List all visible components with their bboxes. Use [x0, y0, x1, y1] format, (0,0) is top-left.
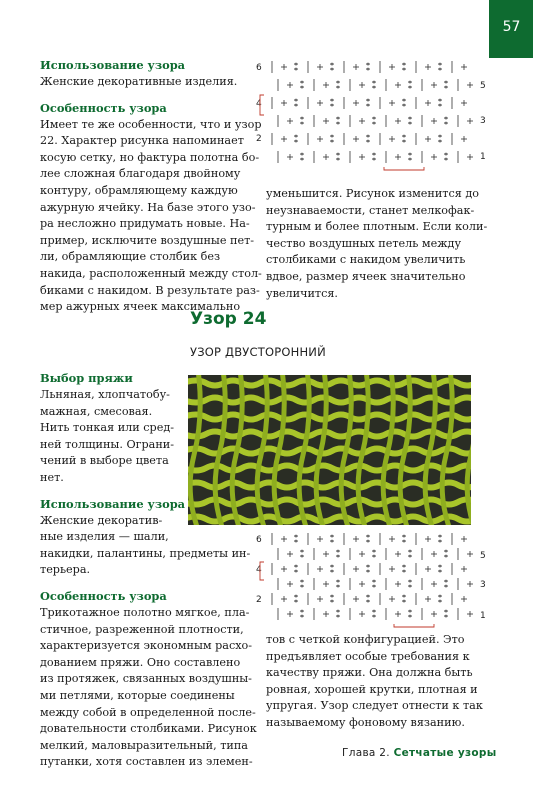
chain-symbol [367, 600, 369, 602]
chain-symbol [439, 565, 441, 567]
text-line: Женские декоратив- [40, 513, 163, 527]
chain-symbol [295, 570, 297, 572]
chain-symbol [331, 99, 333, 101]
text-line: характеризуется экономным расхо- [40, 639, 253, 653]
text-line: вдвое, размер ячеек значительно [266, 269, 466, 283]
chain-symbol [445, 550, 447, 552]
chain-symbol [295, 535, 297, 537]
chain-symbol [373, 615, 375, 617]
text-line: Имеет те же особенности, что и узор [40, 117, 262, 131]
chain-symbol [331, 595, 333, 597]
chain-symbol [301, 153, 303, 155]
page-number-tab [490, 0, 533, 58]
chain-symbol [373, 610, 375, 612]
row-number-label: 5 [480, 551, 486, 561]
chain-symbol [403, 63, 405, 65]
text-line: неузнаваемости, станет мелкофак- [266, 203, 475, 217]
text-line: терьера. [40, 563, 91, 577]
chain-symbol [367, 540, 369, 542]
chain-symbol [301, 555, 303, 557]
text-line: предъявляет особые требования к [266, 649, 470, 663]
chain-symbol [373, 158, 375, 160]
chain-symbol [295, 595, 297, 597]
chain-symbol [373, 153, 375, 155]
text-line: ней толщины. Ограни- [40, 437, 175, 451]
repeat-bracket [394, 624, 434, 627]
text-line: биками с накидом. В результате раз- [40, 283, 260, 297]
chain-symbol [337, 550, 339, 552]
text-line: чений в выборе цвета [40, 454, 169, 468]
chain-symbol [331, 565, 333, 567]
footer-chapter-title: Сетчатые узоры [393, 747, 497, 759]
chain-symbol [373, 585, 375, 587]
chain-symbol [409, 615, 411, 617]
chain-symbol [301, 158, 303, 160]
row-number-label: 3 [480, 580, 486, 590]
text-line: стичное, разреженной плотности, [40, 622, 244, 636]
chain-symbol [373, 555, 375, 557]
text-line: ажурную ячейку. На базе этого узо- [40, 200, 256, 214]
feature-heading: Особенность узора [40, 100, 167, 115]
text-line: чество воздушных петель между [266, 236, 462, 250]
chain-symbol [439, 140, 441, 142]
chain-symbol [331, 135, 333, 137]
chain-symbol [403, 99, 405, 101]
usage-heading: Использование узора [40, 58, 186, 72]
usage-heading: Использование узора [40, 496, 186, 511]
text-line: нет. [40, 470, 64, 484]
chain-symbol [445, 585, 447, 587]
text-line: пример, исключите воздушные пет- [40, 233, 255, 247]
pattern-title: Узор 24 [190, 309, 267, 329]
chain-symbol [403, 135, 405, 137]
chain-symbol [367, 535, 369, 537]
chain-symbol [337, 555, 339, 557]
text-line: ровная, хорошей крутки, плотная и [266, 682, 478, 696]
chain-symbol [295, 99, 297, 101]
usage-line: Женские декоративные изделия. [40, 75, 238, 88]
chain-symbol [439, 63, 441, 65]
row-number-label: 1 [480, 152, 486, 162]
row-number-label: 1 [480, 611, 486, 621]
text-line: упругая. Узор следует отнести к так [266, 699, 483, 713]
chain-symbol [409, 158, 411, 160]
page-footer [342, 747, 497, 759]
crochet-chart-bottom [254, 530, 494, 630]
chain-symbol [403, 570, 405, 572]
chain-symbol [409, 555, 411, 557]
chain-symbol [439, 600, 441, 602]
footer-chapter: Глава 2. [342, 747, 390, 759]
chain-symbol [337, 117, 339, 119]
chain-symbol [295, 540, 297, 542]
chain-symbol [439, 68, 441, 70]
text-line: путанки, хотя составлен из элемен- [40, 755, 253, 769]
chain-symbol [403, 595, 405, 597]
text-line: между собой в определенной после- [40, 705, 256, 719]
chain-symbol [331, 535, 333, 537]
chain-symbol [367, 565, 369, 567]
chain-symbol [295, 68, 297, 70]
yarn-heading: Выбор пряжи [40, 371, 133, 385]
chain-symbol [295, 565, 297, 567]
text-line: тов с четкой конфигурацией. Это [266, 633, 465, 646]
chain-symbol [301, 615, 303, 617]
chain-symbol [439, 540, 441, 542]
chain-symbol [337, 615, 339, 617]
chain-symbol [367, 135, 369, 137]
row-number-label: 6 [256, 63, 262, 73]
chain-symbol [331, 104, 333, 106]
chain-symbol [337, 122, 339, 124]
row-number-label: 4 [256, 565, 262, 575]
chain-symbol [445, 153, 447, 155]
chain-symbol [331, 540, 333, 542]
chain-symbol [439, 595, 441, 597]
chain-symbol [409, 86, 411, 88]
chain-symbol [445, 555, 447, 557]
text-line: из протяжек, связанных воздушны- [40, 672, 252, 686]
chain-symbol [409, 550, 411, 552]
text-line: Трикотажное полотно мягкое, пла- [40, 605, 250, 619]
text-line: Нить тонкая или сред- [40, 421, 174, 435]
chain-symbol [403, 600, 405, 602]
chain-symbol [373, 117, 375, 119]
chain-symbol [295, 63, 297, 65]
chain-symbol [331, 68, 333, 70]
text-line: косую сетку, но фактура полотна бо- [40, 150, 260, 164]
repeat-bracket [384, 167, 424, 170]
chain-symbol [295, 600, 297, 602]
chain-symbol [439, 535, 441, 537]
text-line: уменьшится. Рисунок изменится до [266, 187, 479, 200]
chain-symbol [373, 580, 375, 582]
chain-symbol [331, 63, 333, 65]
text-line: ли, обрамляющие столбик без [40, 250, 221, 264]
text-line: ные изделия — шали, [40, 530, 169, 544]
chain-symbol [445, 86, 447, 88]
text-line: дованием пряжи. Оно составлено [40, 655, 241, 669]
bottom-right-column [266, 632, 496, 732]
chain-symbol [409, 585, 411, 587]
chain-symbol [331, 570, 333, 572]
chain-symbol [301, 117, 303, 119]
text-line: контуру, обрамляющему каждую [40, 183, 238, 197]
feature-heading: Особенность узора [40, 588, 167, 603]
row-number-label: 6 [256, 535, 262, 545]
text-line: столбиками с накидом увеличить [266, 253, 466, 267]
row-number-label: 2 [256, 134, 262, 144]
text-line: накида, расположенный между стол- [40, 266, 262, 280]
chain-symbol [409, 153, 411, 155]
chain-symbol [331, 140, 333, 142]
chain-symbol [337, 580, 339, 582]
chain-symbol [301, 580, 303, 582]
chain-symbol [367, 595, 369, 597]
crochet-chart-top [254, 55, 494, 180]
text-line: мажная, смесовая. [40, 404, 153, 418]
chain-symbol [409, 81, 411, 83]
chain-symbol [337, 153, 339, 155]
chain-symbol [373, 122, 375, 124]
chain-symbol [337, 585, 339, 587]
chain-symbol [331, 600, 333, 602]
text-line: накидки, палантины, предметы ин- [40, 546, 251, 560]
row-number-label: 2 [256, 595, 262, 605]
chain-symbol [409, 117, 411, 119]
text-line: ра несложно придумать новые. На- [40, 217, 250, 231]
chain-symbol [367, 99, 369, 101]
chain-symbol [403, 68, 405, 70]
text-line: мелкий, маловыразительный, типа [40, 738, 248, 752]
chain-symbol [439, 99, 441, 101]
chain-symbol [301, 122, 303, 124]
text-line: лее сложная благодаря двойному [40, 167, 241, 181]
chain-symbol [439, 135, 441, 137]
chain-symbol [295, 135, 297, 137]
chain-symbol [367, 140, 369, 142]
row-number-label: 3 [480, 116, 486, 126]
pattern-subtitle: УЗОР ДВУСТОРОННИЙ [190, 345, 326, 359]
text-line: увеличится. [266, 286, 338, 300]
chain-symbol [373, 81, 375, 83]
chain-symbol [403, 140, 405, 142]
text-line: называемому фоновому вязанию. [266, 715, 465, 729]
chain-symbol [445, 610, 447, 612]
chain-symbol [295, 104, 297, 106]
text-line: мер ажурных ячеек максимально [40, 300, 241, 314]
chain-symbol [445, 580, 447, 582]
row-number-label: 4 [256, 99, 262, 109]
chain-symbol [373, 550, 375, 552]
chain-symbol [337, 610, 339, 612]
chain-symbol [403, 104, 405, 106]
page-number: 57 [502, 19, 521, 35]
chain-symbol [301, 610, 303, 612]
chain-symbol [445, 158, 447, 160]
chain-symbol [301, 81, 303, 83]
chain-symbol [367, 63, 369, 65]
text-line: качеству пряжи. Она должна быть [266, 666, 473, 680]
chain-symbol [301, 550, 303, 552]
fabric-photo [188, 375, 471, 525]
chain-symbol [409, 610, 411, 612]
chain-symbol [445, 117, 447, 119]
chain-symbol [445, 122, 447, 124]
chain-symbol [403, 540, 405, 542]
chain-symbol [301, 585, 303, 587]
chain-symbol [367, 68, 369, 70]
chain-symbol [409, 580, 411, 582]
text-line: Льняная, хлопчатобу- [40, 388, 170, 401]
text-line: довательности столбиками. Рисунок [40, 722, 257, 736]
chain-symbol [337, 86, 339, 88]
chain-symbol [409, 122, 411, 124]
chain-symbol [439, 570, 441, 572]
row-number-label: 5 [480, 81, 486, 91]
chain-symbol [439, 104, 441, 106]
text-line: турным и более плотным. Если коли- [266, 220, 488, 234]
chain-symbol [367, 104, 369, 106]
chain-symbol [445, 81, 447, 83]
text-line: 22. Характер рисунка напоминает [40, 134, 244, 148]
chain-symbol [445, 615, 447, 617]
top-right-column [266, 186, 496, 302]
chain-symbol [337, 158, 339, 160]
chain-symbol [295, 140, 297, 142]
text-line: ми петлями, которые соединены [40, 688, 235, 702]
top-left-column [40, 57, 265, 316]
chain-symbol [403, 565, 405, 567]
chain-symbol [373, 86, 375, 88]
chain-symbol [301, 86, 303, 88]
fabric-photo-image [188, 375, 471, 525]
chain-symbol [337, 81, 339, 83]
chain-symbol [403, 535, 405, 537]
chain-symbol [367, 570, 369, 572]
